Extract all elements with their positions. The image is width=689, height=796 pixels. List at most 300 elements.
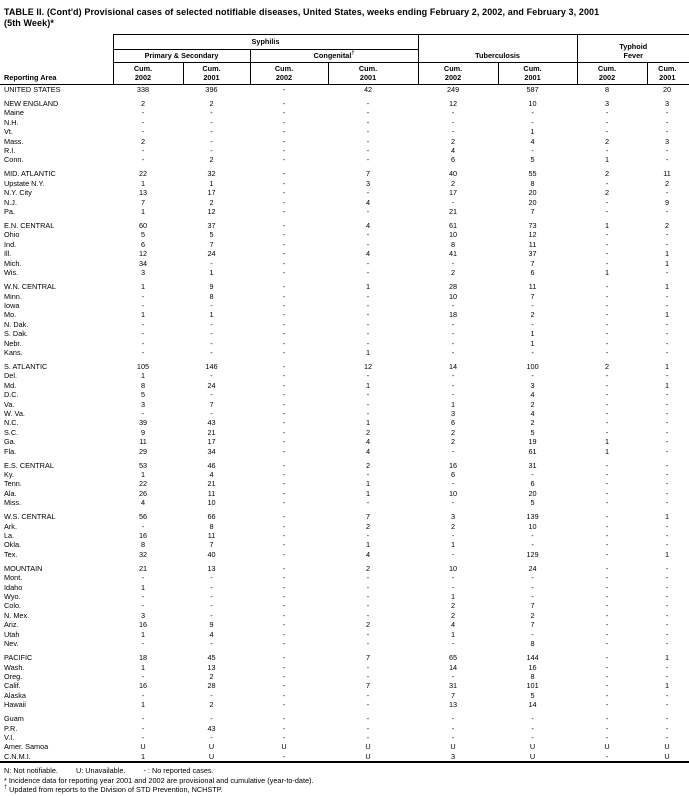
value-cell: -	[282, 563, 286, 573]
value-cell: -	[282, 427, 286, 437]
value-cell: 1	[605, 437, 610, 447]
value-cell: -	[366, 99, 370, 108]
value-cell: -	[605, 582, 609, 592]
value-cell: 2	[209, 99, 214, 108]
value-cell: 9	[209, 282, 214, 292]
value-cell: -	[210, 319, 213, 329]
value-cell: -	[210, 592, 213, 602]
value-cell: 1	[140, 310, 146, 320]
value-cell: 8	[451, 239, 456, 249]
value-cell: -	[605, 408, 609, 418]
value-cell: 18	[448, 310, 458, 320]
value-cell: 7	[209, 239, 214, 249]
typhoid-label-line2: Fever	[623, 50, 644, 60]
value-cell: -	[605, 249, 609, 259]
value-cell: -	[366, 629, 370, 639]
value-cell: 1	[209, 178, 214, 188]
value-cell: -	[282, 470, 286, 479]
value-cell: -	[282, 99, 286, 108]
value-cell: -	[282, 620, 286, 630]
table-row	[0, 409, 689, 418]
value-cell: -	[366, 117, 370, 127]
header-col-typhoid-cum-2001: Cum. 2001	[647, 63, 689, 85]
table-row	[0, 489, 689, 498]
table-row	[0, 418, 689, 427]
table-row	[0, 240, 689, 249]
value-cell: 2	[365, 427, 371, 437]
value-cell: 7	[530, 620, 535, 630]
value-cell: 6	[451, 418, 456, 428]
value-cell: -	[665, 268, 669, 278]
value-cell: 41	[448, 249, 458, 259]
value-cell: -	[210, 732, 213, 742]
value-cell: 101	[526, 681, 539, 691]
table-row	[0, 118, 689, 127]
value-cell: -	[605, 671, 609, 681]
value-cell: 2	[665, 178, 670, 188]
footnote-asterisk: * Incidence data for reporting year 2001 and 2002 are provisional and cumulative (year-to-date).	[4, 775, 314, 785]
value-cell: -	[282, 117, 286, 127]
value-cell: 20	[528, 188, 537, 198]
value-cell: 1	[365, 282, 371, 292]
table-row	[0, 691, 689, 700]
reporting-area-cell: N. Dak.	[4, 319, 29, 329]
table-row	[0, 447, 689, 456]
footnotes	[0, 763, 689, 795]
value-cell: U	[529, 742, 536, 752]
value-cell: -	[210, 371, 213, 381]
reporting-area-cell: Ariz.	[4, 620, 19, 630]
value-cell: 129	[526, 549, 539, 559]
value-cell: -	[665, 470, 669, 479]
value-cell: 4	[365, 549, 371, 559]
value-cell: U	[664, 751, 670, 761]
table-row	[0, 724, 689, 733]
value-cell: -	[282, 108, 286, 118]
value-cell: 17	[207, 437, 216, 447]
value-cell: -	[605, 282, 609, 292]
value-cell: -	[282, 230, 286, 240]
reporting-area-cell: Amer. Samoa	[4, 742, 49, 752]
value-cell: -	[451, 380, 455, 390]
value-cell: -	[282, 732, 286, 742]
value-cell: -	[282, 418, 286, 428]
value-cell: -	[141, 108, 145, 118]
value-cell: -	[282, 178, 286, 188]
value-cell: -	[451, 117, 455, 127]
value-cell: 7	[451, 690, 456, 700]
value-cell: U	[604, 742, 610, 752]
value-cell: 2	[451, 178, 456, 188]
header-group-syphilis: Syphilis	[113, 35, 418, 50]
value-cell: 2	[451, 268, 456, 278]
value-cell: -	[605, 470, 609, 479]
value-cell: -	[210, 338, 213, 348]
value-cell: 2	[605, 169, 610, 179]
value-cell: 2	[530, 399, 535, 409]
value-cell: -	[605, 540, 609, 550]
reporting-area-cell: W.N. CENTRAL	[4, 282, 56, 292]
value-cell: -	[665, 146, 669, 156]
value-cell: -	[366, 188, 370, 198]
value-cell: 21	[207, 427, 216, 437]
value-cell: 139	[526, 512, 539, 522]
value-cell: 16	[138, 620, 148, 630]
value-cell: -	[282, 714, 286, 724]
value-cell: 14	[528, 700, 537, 710]
table-row	[0, 559, 689, 573]
value-cell: 10	[528, 99, 537, 108]
value-cell: -	[665, 540, 669, 550]
value-cell: 20	[528, 197, 537, 207]
value-cell: -	[141, 592, 145, 602]
value-cell: -	[282, 207, 286, 217]
value-cell: 2	[209, 197, 214, 207]
table-row	[0, 573, 689, 582]
value-cell: 8	[140, 540, 146, 550]
value-cell: 1	[605, 155, 610, 165]
value-cell: -	[531, 582, 534, 592]
value-cell: -	[282, 169, 286, 179]
footnote-not-notifiable: N: Not notifiable.	[4, 766, 58, 776]
value-cell: 28	[207, 681, 216, 691]
value-cell: 3	[140, 610, 146, 620]
value-cell: -	[605, 380, 609, 390]
value-cell: -	[665, 300, 669, 310]
value-cell: -	[366, 582, 370, 592]
table-row	[0, 230, 689, 239]
value-cell: -	[665, 582, 669, 592]
value-cell: 11	[207, 488, 216, 498]
table-row	[0, 165, 689, 179]
value-cell: -	[665, 207, 669, 217]
value-cell: 16	[448, 460, 458, 470]
value-cell: -	[451, 723, 455, 733]
value-cell: -	[605, 690, 609, 700]
value-cell: -	[605, 390, 609, 400]
table-title	[0, 5, 689, 29]
table-row	[0, 320, 689, 329]
value-cell: -	[665, 629, 669, 639]
reporting-area-cell: Okla.	[4, 540, 22, 550]
value-cell: -	[282, 239, 286, 249]
table-row	[0, 428, 689, 437]
value-cell: -	[451, 371, 455, 381]
table-row	[0, 198, 689, 207]
value-cell: -	[451, 498, 455, 508]
value-cell: 1	[665, 549, 670, 559]
value-cell: -	[282, 437, 286, 447]
value-cell: 10	[528, 521, 537, 531]
value-cell: -	[605, 592, 609, 602]
value-cell: -	[665, 291, 669, 301]
value-cell: -	[141, 601, 145, 611]
table-row	[0, 663, 689, 672]
value-cell: -	[605, 197, 609, 207]
table-row	[0, 710, 689, 724]
value-cell: -	[366, 671, 370, 681]
reporting-area-cell: Oreg.	[4, 671, 23, 681]
value-cell: -	[141, 639, 145, 649]
reporting-area-cell: Md.	[4, 380, 17, 390]
value-cell: -	[605, 479, 609, 489]
value-cell: 1	[451, 399, 456, 409]
table-row	[0, 550, 689, 559]
value-cell: 43	[207, 418, 216, 428]
value-cell: 29	[138, 446, 148, 456]
value-cell: -	[605, 563, 609, 573]
value-cell: U	[529, 751, 536, 761]
value-cell: -	[282, 371, 286, 381]
value-cell: -	[141, 573, 145, 583]
value-cell: 12	[448, 99, 458, 108]
reporting-area-cell: Maine	[4, 108, 24, 118]
reporting-area-cell: Mich.	[4, 258, 22, 268]
table-row	[0, 681, 689, 690]
value-cell: -	[282, 610, 286, 620]
reporting-area-cell: P.R.	[4, 723, 18, 733]
value-cell: 37	[528, 249, 537, 259]
value-cell: U	[365, 742, 371, 752]
value-cell: 13	[448, 700, 458, 710]
value-cell: -	[366, 690, 370, 700]
value-cell: 53	[138, 460, 148, 470]
value-cell: 4	[530, 136, 535, 146]
value-cell: 8	[209, 521, 214, 531]
value-cell: -	[282, 408, 286, 418]
value-cell: 32	[138, 549, 148, 559]
value-cell: -	[451, 639, 455, 649]
value-cell: -	[210, 690, 213, 700]
value-cell: -	[366, 146, 370, 156]
reporting-area-cell: Upstate N.Y.	[4, 178, 45, 188]
value-cell: -	[366, 470, 370, 479]
value-cell: -	[282, 601, 286, 611]
value-cell: U	[140, 742, 146, 752]
table-row	[0, 127, 689, 136]
value-cell: 2	[365, 521, 371, 531]
value-cell: -	[141, 291, 145, 301]
reporting-area-cell: Utah	[4, 629, 20, 639]
value-cell: -	[451, 300, 455, 310]
value-cell: 26	[138, 488, 148, 498]
value-cell: 4	[365, 197, 371, 207]
value-cell: 11	[528, 239, 537, 249]
value-cell: -	[141, 347, 145, 357]
value-cell: -	[665, 446, 669, 456]
table-row	[0, 611, 689, 620]
value-cell: 1	[140, 700, 146, 710]
table-row	[0, 155, 689, 164]
reporting-area-cell: E.S. CENTRAL	[4, 460, 54, 470]
value-cell: 13	[138, 188, 148, 198]
value-cell: -	[605, 178, 609, 188]
value-cell: -	[605, 418, 609, 428]
value-cell: -	[531, 723, 534, 733]
header-col-cong-cum-2002: Cum. 2002	[250, 63, 328, 85]
table-row	[0, 630, 689, 639]
header-subgroup-primary-secondary: Primary & Secondary	[113, 49, 250, 63]
value-cell: -	[605, 662, 609, 672]
value-cell: 4	[365, 249, 371, 259]
reporting-area-cell: Mo.	[4, 310, 17, 320]
value-cell: 24	[528, 563, 537, 573]
table-header	[0, 35, 689, 85]
value-cell: 7	[530, 207, 535, 217]
value-cell: -	[282, 188, 286, 198]
reporting-area-cell: D.C.	[4, 390, 19, 400]
value-cell: 46	[207, 460, 216, 470]
value-cell: -	[605, 127, 609, 137]
value-cell: -	[451, 732, 455, 742]
value-cell: 10	[207, 498, 216, 508]
header-col-typhoid-cum-2002: Cum. 2002	[577, 63, 647, 85]
value-cell: -	[366, 390, 370, 400]
value-cell: 31	[448, 681, 458, 691]
reporting-area-cell: R.I.	[4, 146, 16, 156]
value-cell: -	[605, 531, 609, 541]
value-cell: -	[366, 723, 370, 733]
value-cell: 587	[526, 85, 539, 94]
value-cell: -	[366, 155, 370, 165]
value-cell: 1	[665, 258, 670, 268]
value-cell: 61	[528, 446, 537, 456]
value-cell: -	[531, 347, 534, 357]
value-cell: 1	[530, 127, 535, 137]
table-row	[0, 259, 689, 268]
value-cell: U	[208, 751, 215, 761]
value-cell: 1	[451, 592, 456, 602]
value-cell: 14	[448, 662, 458, 672]
value-cell: -	[282, 319, 286, 329]
value-cell: -	[210, 146, 213, 156]
reporting-area-cell: Wyo.	[4, 592, 21, 602]
value-cell: 4	[140, 498, 146, 508]
header-group-tuberculosis: Tuberculosis	[418, 35, 577, 63]
value-cell: -	[366, 714, 370, 724]
value-cell: 60	[138, 221, 148, 231]
value-cell: 1	[140, 282, 146, 292]
value-cell: -	[141, 319, 145, 329]
value-cell: -	[665, 714, 669, 724]
value-cell: -	[366, 258, 370, 268]
value-cell: 8	[530, 639, 535, 649]
reporting-area-cell: Mass.	[4, 136, 24, 146]
table-row	[0, 329, 689, 338]
value-cell: -	[531, 573, 534, 583]
dagger-mark: †	[351, 50, 355, 57]
value-cell: 6	[140, 239, 146, 249]
table-row	[0, 508, 689, 522]
value-cell: -	[665, 329, 669, 339]
value-cell: 3	[605, 99, 610, 108]
value-cell: -	[282, 85, 286, 94]
value-cell: 338	[136, 85, 150, 94]
value-cell: -	[451, 573, 455, 583]
value-cell: -	[141, 338, 145, 348]
value-cell: -	[282, 751, 286, 761]
reporting-area-cell: MID. ATLANTIC	[4, 169, 56, 179]
notifiable-diseases-table	[0, 34, 689, 763]
value-cell: U	[208, 742, 215, 752]
dagger-mark: †	[4, 784, 8, 791]
value-cell: -	[665, 371, 669, 381]
value-cell: -	[605, 329, 609, 339]
reporting-area-cell: Colo.	[4, 601, 22, 611]
reporting-area-cell: Ky.	[4, 470, 15, 479]
reporting-area-cell: Fla.	[4, 446, 17, 456]
header-group-typhoid-fever	[577, 35, 689, 63]
value-cell: 7	[365, 512, 371, 522]
value-cell: -	[531, 714, 534, 724]
value-cell: -	[451, 258, 455, 268]
table-row	[0, 357, 689, 371]
value-cell: -	[282, 521, 286, 531]
value-cell: -	[282, 338, 286, 348]
value-cell: -	[210, 347, 213, 357]
header-col-tb-cum-2002: Cum. 2002	[418, 63, 498, 85]
value-cell: -	[366, 291, 370, 301]
table-row	[0, 85, 689, 95]
value-cell: -	[665, 592, 669, 602]
value-cell: -	[531, 531, 534, 541]
value-cell: 8	[530, 671, 535, 681]
value-cell: 22	[138, 479, 148, 489]
value-cell: -	[282, 310, 286, 320]
footnote-dagger: † Updated from reports to the Division of STD Prevention, NCHSTP.	[4, 784, 223, 795]
value-cell: 11	[139, 437, 147, 447]
reporting-area-cell: La.	[4, 531, 15, 541]
value-cell: 1	[209, 268, 214, 278]
value-cell: 1	[451, 540, 456, 550]
value-cell: -	[282, 221, 286, 231]
table-row	[0, 146, 689, 155]
value-cell: 1	[140, 582, 146, 592]
value-cell: 4	[365, 437, 371, 447]
value-cell: 1	[665, 361, 670, 371]
value-cell: -	[366, 230, 370, 240]
value-cell: 11	[528, 282, 537, 292]
value-cell: 1	[665, 380, 670, 390]
value-cell: 1	[365, 540, 371, 550]
value-cell: -	[366, 300, 370, 310]
value-cell: -	[282, 488, 286, 498]
reporting-area-cell: S. ATLANTIC	[4, 361, 48, 371]
value-cell: 3	[451, 408, 456, 418]
value-cell: 21	[448, 207, 458, 217]
value-cell: -	[665, 479, 669, 489]
header-col-cong-cum-2001: Cum. 2001	[328, 63, 418, 85]
value-cell: 24	[207, 249, 216, 259]
value-cell: -	[282, 690, 286, 700]
value-cell: 2	[140, 136, 146, 146]
value-cell: 17	[207, 188, 216, 198]
value-cell: -	[605, 108, 609, 118]
value-cell: 40	[207, 549, 216, 559]
value-cell: -	[366, 127, 370, 137]
value-cell: 3	[530, 380, 535, 390]
value-cell: 1	[451, 629, 456, 639]
value-cell: -	[665, 437, 669, 447]
value-cell: -	[605, 291, 609, 301]
value-cell: 1	[665, 310, 670, 320]
value-cell: -	[451, 329, 455, 339]
value-cell: -	[605, 258, 609, 268]
value-cell: -	[605, 310, 609, 320]
value-cell: -	[451, 549, 455, 559]
table-row	[0, 601, 689, 610]
value-cell: -	[665, 127, 669, 137]
